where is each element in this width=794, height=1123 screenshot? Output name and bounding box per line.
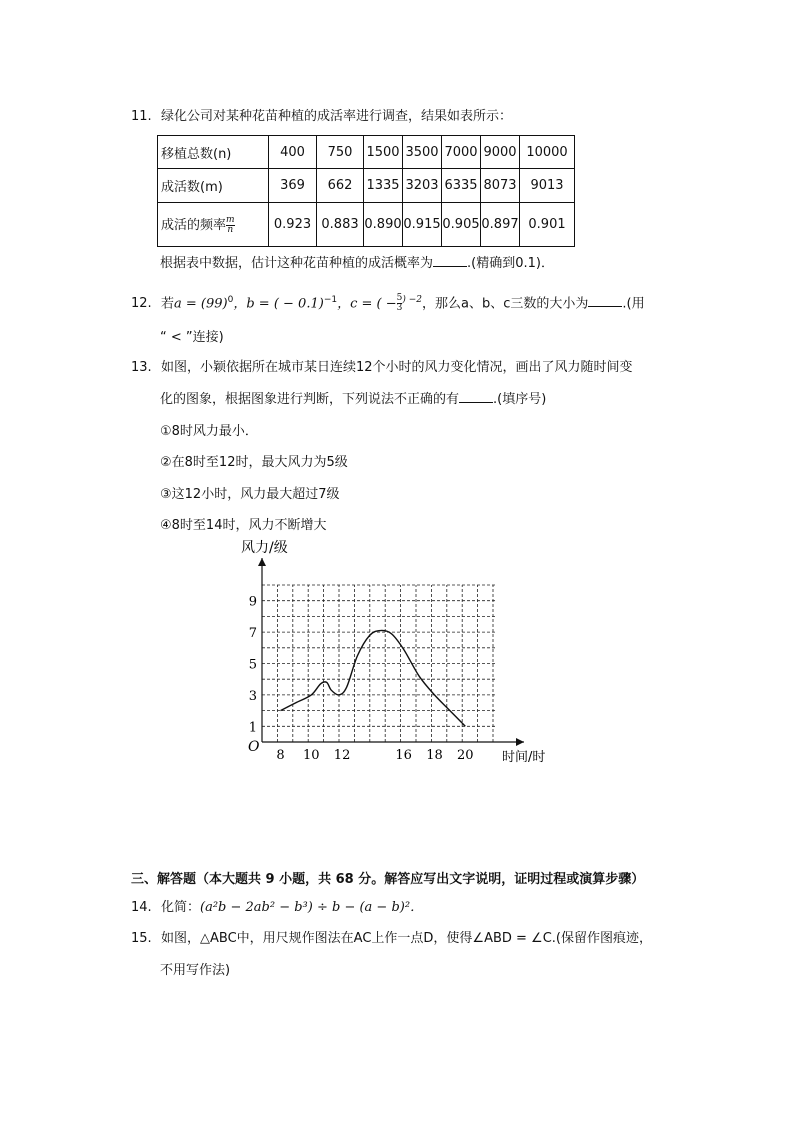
question-number: 13. bbox=[131, 360, 152, 375]
table-cell: 0.901 bbox=[520, 203, 575, 247]
table-cell: 400 bbox=[269, 136, 317, 169]
table-cell: 1500 bbox=[364, 136, 403, 169]
table-cell: 0.923 bbox=[269, 203, 317, 247]
chart-ticks bbox=[241, 539, 545, 765]
table-cell: 6335 bbox=[442, 169, 481, 203]
table-cell: 662 bbox=[317, 169, 364, 203]
table-cell: 3203 bbox=[403, 169, 442, 203]
table-cell: 1335 bbox=[364, 169, 403, 203]
question-number: 15. bbox=[131, 931, 152, 946]
table-cell: 750 bbox=[317, 136, 364, 169]
table-cell: 9013 bbox=[520, 169, 575, 203]
question-number: 12. bbox=[131, 296, 152, 312]
y-tick-label: 9 bbox=[248, 594, 257, 610]
table-cell: 0.905 bbox=[442, 203, 481, 247]
question-14-stem: 14. 化简：(a²b − 2ab² − b³) ÷ b − (a − b)²． bbox=[131, 898, 691, 918]
option-1: ①8时风力最小． bbox=[160, 424, 258, 439]
y-tick-label: 7 bbox=[248, 626, 257, 642]
table-cell: 0.915 bbox=[403, 203, 442, 247]
option-3: ③这12小时，风力最大超过7级 bbox=[160, 487, 340, 502]
fraction-5-over-3: $\frac{5}{3}$ bbox=[396, 293, 403, 314]
x-axis-label: 时间/时 bbox=[502, 750, 546, 765]
table-cell: 0.890 bbox=[364, 203, 403, 247]
x-tick-label: 10 bbox=[303, 748, 320, 763]
fraction-m-over-n: $\frac{m}{n}$ bbox=[226, 215, 235, 235]
question-15-stem: 15. 如图，△ABC中，用尺规作图法在AC上作一点D，使得∠ABD = ∠C.(保留作图痕迹， bbox=[131, 929, 691, 949]
table-cell: 10000 bbox=[520, 136, 575, 169]
y-tick-label: 3 bbox=[248, 688, 257, 704]
table-cell: 9000 bbox=[481, 136, 520, 169]
table-cell: 3500 bbox=[403, 136, 442, 169]
x-tick-label: 16 bbox=[395, 748, 412, 763]
option-4: ④8时至14时，风力不断增大 bbox=[160, 518, 327, 533]
y-tick-label: 1 bbox=[248, 720, 257, 736]
question-12-stem: 12. 若$a = (99)^0$，b = ( − 0.1)$^{-1}$，c = ( − $\frac{5}{3}$ $^{) -2}$，那么a、b、c三数的大小为 .(用 bbox=[131, 293, 645, 314]
x-tick-label: 12 bbox=[333, 748, 351, 763]
row-header-total: 移植总数(n) bbox=[158, 136, 269, 169]
origin-label: O bbox=[248, 739, 260, 755]
question-text: 绿化公司对某种花苗种植的成活率进行调查，结果如表所示： bbox=[161, 109, 513, 124]
table-cell: 369 bbox=[269, 169, 317, 203]
y-tick-label: 5 bbox=[248, 657, 257, 673]
table-cell: 7000 bbox=[442, 136, 481, 169]
chart-axes bbox=[258, 558, 524, 746]
question-number: 11. bbox=[131, 109, 152, 124]
row-header-frequency: 成活的频率 $\frac{m}{n}$ bbox=[158, 203, 269, 247]
table-cell: 0.883 bbox=[317, 203, 364, 247]
question-13-line2: 化的图象，根据图象进行判断，下列说法不正确的有 .(填序号) bbox=[160, 392, 547, 407]
x-axis-arrow bbox=[516, 738, 524, 746]
table-cell: 0.897 bbox=[481, 203, 520, 247]
x-tick-label: 20 bbox=[457, 748, 474, 763]
question-15-line2: 不用写作法) bbox=[160, 963, 231, 978]
section-three-heading: 三、解答题（本大题共 9 小题，共 68 分。解答应写出文字说明，证明过程或演算步骤） bbox=[131, 872, 645, 887]
x-tick-label: 8 bbox=[276, 748, 285, 763]
question-13-stem: 13. 如图，小颖依据所在城市某日连续12个小时的风力变化情况，画出了风力随时间变 bbox=[131, 358, 691, 378]
y-axis-label: 风力/级 bbox=[241, 540, 288, 556]
x-tick-label: 18 bbox=[426, 748, 443, 763]
question-11-prompt: 根据表中数据，估计这种花苗种植的成活概率为 .(精确到0.1)． bbox=[160, 256, 554, 271]
question-12-line2: “ < ”连接) bbox=[160, 330, 224, 345]
option-2: ②在8时至12时，最大风力为5级 bbox=[160, 455, 348, 470]
question-number: 14. bbox=[131, 900, 152, 915]
row-header-survived: 成活数(m) bbox=[158, 169, 269, 203]
y-axis-arrow bbox=[258, 558, 266, 566]
chart-grid bbox=[262, 585, 496, 742]
table-cell: 8073 bbox=[481, 169, 520, 203]
